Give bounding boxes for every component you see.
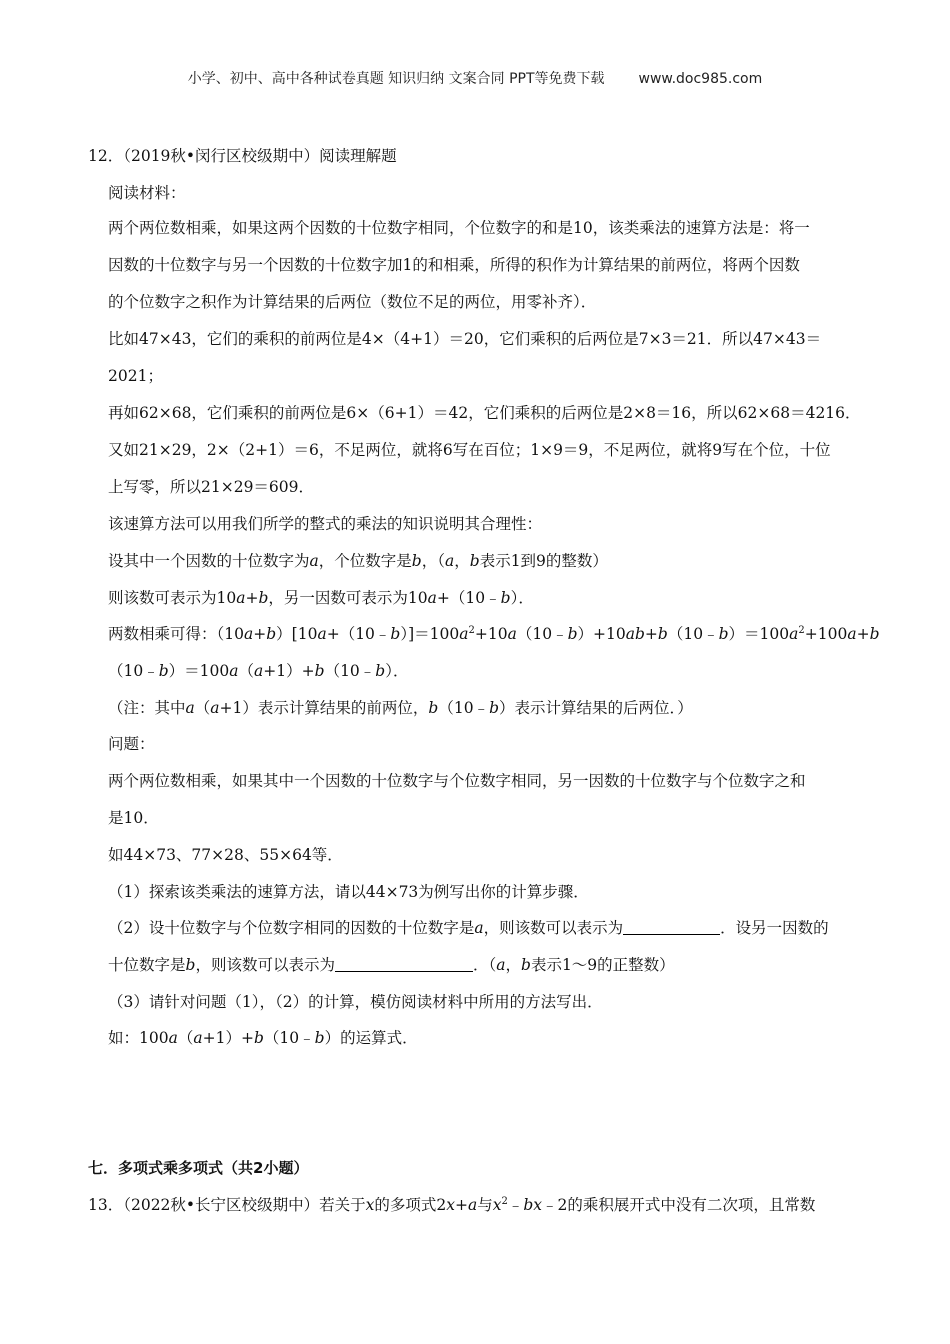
reading-material-label: 阅读材料： (108, 184, 186, 202)
examples-line: 如44×73、77×28、55×64等． (108, 846, 343, 864)
sub-question-3: （3）请针对问题（1），（2）的计算，模仿阅读材料中所用的方法写出． (108, 993, 603, 1011)
sub-question-1: （1）探索该类乘法的速算方法，请以44×73为例写出你的计算步骤． (108, 883, 589, 901)
expression-line: 则该数可表示为10a+b，另一因数可表示为10a+（10﹣b）． (108, 589, 534, 607)
example-line: 比如47×43，它们的乘积的前两位是4×（4+1）＝20，它们乘积的后两位是7×3＝21．所以47×43＝ (108, 330, 822, 348)
example-line: 2021； (108, 367, 163, 385)
section-7-heading: 七．多项式乘多项式（共2小题） (88, 1159, 309, 1177)
answer-blank[interactable] (335, 956, 473, 972)
header-url[interactable]: www.doc985.com (638, 71, 763, 87)
sub-question-2: （2）设十位数字与个位数字相同的因数的十位数字是a，则该数可以表示为 ．设另一因数的 (108, 919, 829, 937)
question-line: 两个两位数相乘，如果其中一个因数的十位数字与个位数字相同，另一因数的十位数字与个位数字之和 (108, 772, 806, 790)
note-line: （注：其中a（a+1）表示计算结果的前两位，b（10﹣b）表示计算结果的后两位．） (108, 699, 693, 717)
multiplication-line: 两数相乘可得：$(10a+b)[10a+(10﹣b)]=100a^2+10a(10﹣b)+10ab+b(10﹣b)=100a^2+100a+b$ (108, 625, 880, 643)
example-line: 再如62×68，它们乘积的前两位是6×（6+1）＝42，它们乘积的后两位是2×8＝16，所以62×68＝4216． (108, 404, 861, 422)
multiplication-line: （10﹣b）＝100a（a+1）+b（10﹣b）． (108, 662, 409, 680)
question-13-line: 13．（2022秋•长宁区校级期中）若关于x的多项式2x+a与$x^2﹣bx﹣2$的乘积展开式中没有二次项，且常数 (88, 1196, 816, 1214)
question-line: 是10． (108, 809, 159, 827)
example-line: 上写零，所以21×29＝609． (108, 478, 315, 496)
paragraph-line: 的个位数字之积作为计算结果的后两位（数位不足的两位，用零补齐）． (108, 293, 597, 311)
question-12-title: 12．（2019秋•闵行区校级期中）阅读理解题 (88, 147, 397, 165)
sub-question-2-continued: 十位数字是b，则该数可以表示为 ．（a，b表示1～9的正整数） (108, 956, 675, 974)
reasoning-line: 该速算方法可以用我们所学的整式的乘法的知识说明其合理性： (108, 515, 543, 533)
example-line: 又如21×29，2×（2+1）＝6，不足两位，就将6写在百位；1×9＝9，不足两位，就将9写在个位，十位 (108, 441, 831, 459)
answer-blank[interactable] (623, 919, 720, 935)
definition-line: 设其中一个因数的十位数字为a，个位数字是b，（a，b表示1到9的整数） (108, 552, 608, 570)
sub-question-3-example: 如：100a（a+1）+b（10﹣b）的运算式． (108, 1029, 418, 1047)
question-label: 问题： (108, 735, 155, 753)
paragraph-line: 因数的十位数字与另一个因数的十位数字加1的和相乘，所得的积作为计算结果的前两位，将两个因数 (108, 256, 800, 274)
paragraph-line: 两个两位数相乘，如果这两个因数的十位数字相同，个位数字的和是10，该类乘法的速算方法是：将一 (108, 219, 810, 237)
page-header (0, 68, 950, 88)
header-title: 小学、初中、高中各种试卷真题 知识归纳 文案合同 PPT等免费下载 (187, 71, 605, 87)
